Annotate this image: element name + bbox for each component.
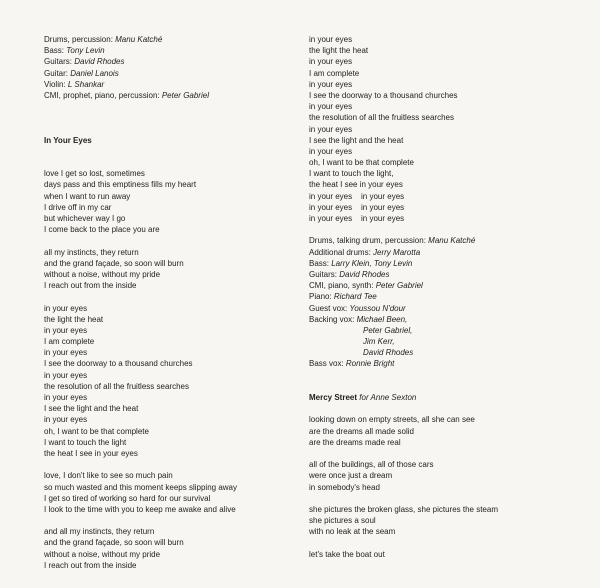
lyric-line: the heat I see in your eyes — [44, 448, 138, 458]
verse-2 — [44, 247, 294, 292]
chorus-continued — [309, 34, 589, 224]
lyric-line: in your eyes — [309, 35, 353, 44]
credit-line: Jim Kerr, — [363, 337, 395, 347]
credit-line: Bass vox: Ronnie Bright — [309, 359, 395, 369]
lyric-line: and the grand façade, so soon will burn — [44, 538, 184, 548]
lyric-line: in your eyes — [309, 79, 353, 89]
verse-1 — [44, 168, 294, 235]
lyric-line: in your eyes — [44, 303, 88, 313]
lyric-line: I am complete — [44, 337, 95, 347]
credit-line: Drums, talking drum, percussion: Manu Katché — [309, 236, 476, 246]
credit-line: CMI, piano, synth: Peter Gabriel — [309, 281, 423, 291]
verse-4 — [309, 549, 589, 560]
credit-line: Drums, percussion: Manu Katché — [44, 35, 163, 44]
lyric-line: and all my instincts, they return — [44, 527, 155, 537]
lyric-line: were once just a dream — [309, 471, 393, 481]
verse-1 — [309, 414, 589, 448]
lyric-line: the heat I see in your eyes — [309, 180, 403, 190]
lyric-line: are the dreams made real — [309, 437, 401, 447]
lyric-line: I reach out from the inside — [44, 281, 137, 291]
song-title: In Your Eyes — [44, 135, 92, 145]
lyric-line: I am complete — [309, 68, 360, 78]
lyric-line: all my instincts, they return — [44, 247, 139, 257]
lyric-line: but whichever way I go — [44, 214, 126, 224]
lyric-line: I reach out from the inside — [44, 560, 137, 570]
credit-line: Guitars: David Rhodes — [309, 269, 390, 279]
lyric-line: I want to touch the light, — [309, 169, 394, 179]
lyric-line: all of the buildings, all of those cars — [309, 460, 434, 470]
lyric-line: love, I don't like to see so much pain — [44, 471, 173, 481]
credit-line: Guitars: David Rhodes — [44, 57, 125, 67]
lyric-line: love I get so lost, sometimes — [44, 169, 145, 179]
lyric-line: I want to touch the light — [44, 437, 127, 447]
lyric-line: I see the doorway to a thousand churches — [309, 90, 458, 100]
verse-3 — [44, 470, 294, 515]
credit-line: Additional drums: Jerry Marotta — [309, 247, 421, 257]
credit-line: Peter Gabriel, — [363, 325, 413, 335]
lyric-line: I come back to the place you are — [44, 225, 160, 235]
credit-line: Guest vox: Youssou N'dour — [309, 303, 406, 313]
lyric-line: oh, I want to be that complete — [309, 158, 414, 168]
lyric-line: the light the heat — [44, 314, 104, 324]
lyric-line: let's take the boat out — [309, 549, 385, 559]
credit-line: Bass: Tony Levin — [44, 46, 105, 56]
lyric-line: in your eyes — [309, 102, 353, 112]
credit-line: Piano: Richard Tee — [309, 292, 377, 302]
credit-line: Violin: L Shankar — [44, 79, 105, 89]
lyric-line: in somebody's head — [309, 482, 380, 492]
lyric-line: without a noise, without my pride — [44, 549, 161, 559]
lyric-line: in your eyes — [44, 348, 88, 358]
lyric-line: in your eyes in your eyes — [309, 214, 405, 223]
lyric-line: I drive off in my car — [44, 202, 112, 212]
lyric-line: in your eyes — [44, 370, 88, 380]
credit-line: David Rhodes — [363, 348, 414, 358]
credits-block-2 — [309, 235, 589, 369]
credit-line: Backing vox: Michael Been, — [309, 314, 408, 324]
song-title-2: Mercy Street for Anne Sexton — [309, 393, 417, 403]
lyric-line: I see the light and the heat — [44, 404, 139, 414]
lyric-line: in your eyes — [44, 415, 88, 425]
right-column — [309, 34, 589, 560]
lyric-line: in your eyes — [44, 393, 88, 403]
lyric-line: oh, I want to be that complete — [44, 426, 149, 436]
lyric-line: days pass and this emptiness fills my heart — [44, 180, 197, 190]
lyric-line: I see the doorway to a thousand churches — [44, 359, 193, 369]
lyric-line: I look to the time with you to keep me awake and alive — [44, 504, 236, 514]
credits-block — [44, 34, 294, 101]
lyric-line: the light the heat — [309, 46, 369, 56]
credit-line: Guitar: Daniel Lanois — [44, 68, 119, 78]
lyric-line: without a noise, without my pride — [44, 269, 161, 279]
lyric-line: and the grand façade, so soon will burn — [44, 258, 184, 268]
verse-2 — [309, 459, 589, 493]
lyric-line: the resolution of all the fruitless searches — [44, 381, 189, 391]
lyric-line: the resolution of all the fruitless searches — [309, 113, 454, 123]
lyric-line: I see the light and the heat — [309, 135, 404, 145]
lyric-line: so much wasted and this moment keeps slipping away — [44, 482, 237, 492]
lyric-line: in your eyes — [309, 57, 353, 67]
credit-line: Bass: Larry Klein, Tony Levin — [309, 258, 413, 268]
lyric-line: when I want to run away — [44, 191, 131, 201]
lyric-line: in your eyes — [309, 146, 353, 156]
lyric-line: in your eyes in your eyes — [309, 202, 405, 212]
left-column — [44, 34, 294, 571]
credit-line: CMI, prophet, piano, percussion: Peter Gabriel — [44, 90, 209, 100]
chorus — [44, 303, 294, 460]
lyric-line: she pictures the broken glass, she pictures the steam — [309, 504, 498, 514]
lyric-line: she pictures a soul — [309, 516, 376, 526]
dedication: for Anne Sexton — [359, 393, 417, 403]
verse-4 — [44, 526, 294, 571]
lyric-line: in your eyes — [309, 124, 353, 134]
lyric-line: in your eyes in your eyes — [309, 191, 405, 201]
lyric-line: I get so tired of working so hard for our survival — [44, 493, 211, 503]
verse-3 — [309, 504, 589, 538]
lyric-line: are the dreams all made solid — [309, 426, 414, 436]
lyric-line: with no leak at the seam — [309, 527, 396, 537]
lyric-line: in your eyes — [44, 325, 88, 335]
lyric-line: looking down on empty streets, all she can see — [309, 415, 475, 425]
